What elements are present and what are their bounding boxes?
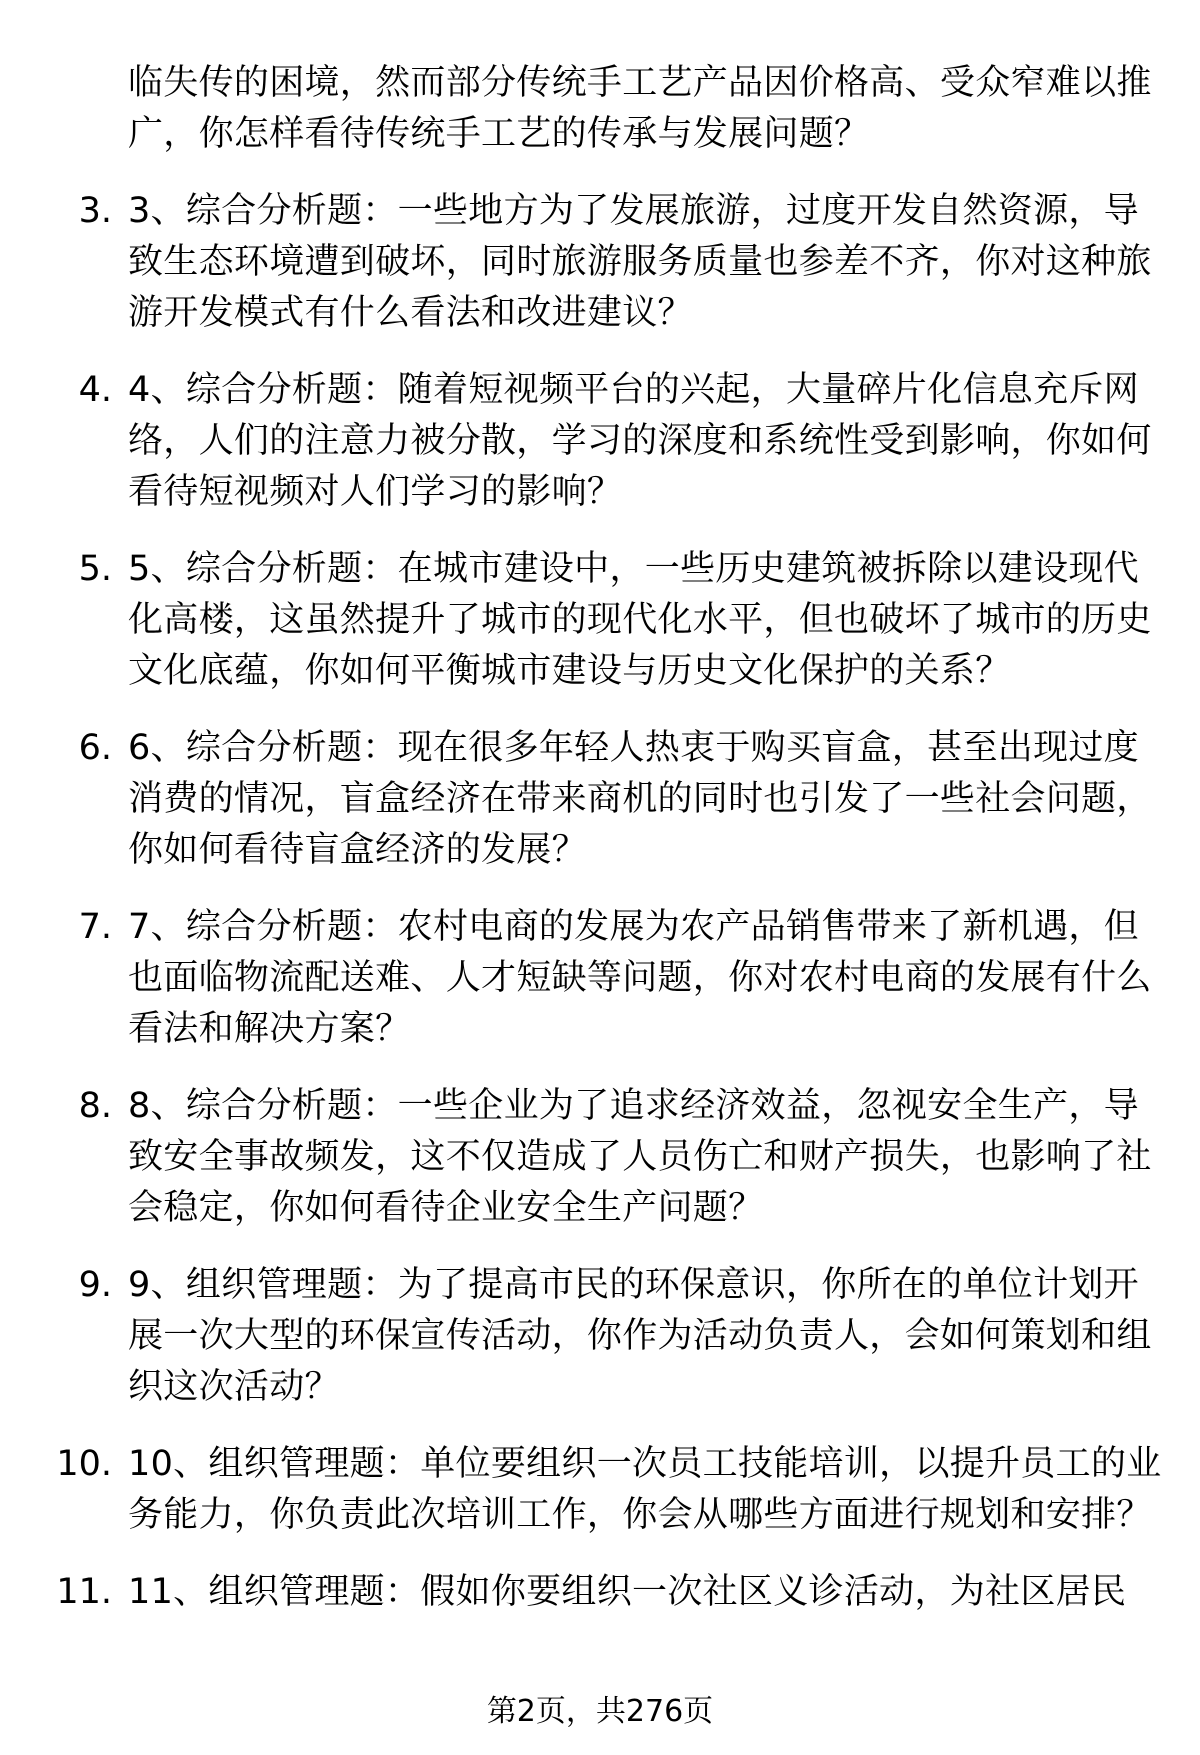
item-text: 5、综合分析题：在城市建设中，一些历史建筑被拆除以建设现代化高楼，这虽然提升了城市的现代化水平，但也破坏了城市的历史文化底蕴，你如何平衡城市建设与历史文化保护的关系？	[128, 549, 1152, 691]
item-number: 7.	[78, 907, 112, 947]
list-item	[0, 1081, 1200, 1234]
item-number: 11.	[56, 1572, 112, 1612]
item-text: 10、组织管理题：单位要组织一次员工技能培训，以提升员工的业务能力，你负责此次培训工作，你会从哪些方面进行规划和安排？	[128, 1444, 1162, 1535]
item-text: 4、综合分析题：随着短视频平台的兴起，大量碎片化信息充斥网络，人们的注意力被分散，学习的深度和系统性受到影响，你如何看待短视频对人们学习的影响？	[128, 370, 1152, 512]
page-footer: 第2页，共276页	[486, 1694, 714, 1729]
item-number: 10.	[56, 1444, 112, 1484]
item-text: 7、综合分析题：农村电商的发展为农产品销售带来了新机遇，但也面临物流配送难、人才短缺等问题，你对农村电商的发展有什么看法和解决方案？	[128, 907, 1152, 1049]
item-text: 8、综合分析题：一些企业为了追求经济效益，忽视安全生产，导致安全事故频发，这不仅造成了人员伤亡和财产损失，也影响了社会稳定，你如何看待企业安全生产问题？	[128, 1086, 1152, 1228]
list-item	[0, 1567, 1200, 1618]
item-number: 6.	[78, 728, 112, 768]
list-item	[0, 902, 1200, 1055]
item-text: 11、组织管理题：假如你要组织一次社区义诊活动，为社区居民	[128, 1572, 1127, 1612]
item-number: 5.	[78, 549, 112, 589]
item-number: 8.	[78, 1086, 112, 1126]
list-item	[0, 1439, 1200, 1541]
list-item	[0, 1260, 1200, 1413]
question-list	[0, 58, 1200, 1644]
item-text: 3、综合分析题：一些地方为了发展旅游，过度开发自然资源，导致生态环境遭到破坏，同时旅游服务质量也参差不齐，你对这种旅游开发模式有什么看法和改进建议？	[128, 191, 1152, 333]
item-number: 3.	[78, 191, 112, 231]
list-item	[0, 186, 1200, 339]
list-item	[0, 723, 1200, 876]
item-number: 9.	[78, 1265, 112, 1305]
list-item	[0, 365, 1200, 518]
list-item	[0, 544, 1200, 697]
item-text: 6、综合分析题：现在很多年轻人热衷于购买盲盒，甚至出现过度消费的情况，盲盒经济在带来商机的同时也引发了一些社会问题，你如何看待盲盒经济的发展？	[128, 728, 1152, 870]
list-item-continuation	[0, 58, 1200, 160]
item-text: 临失传的困境，然而部分传统手工艺产品因价格高、受众窄难以推广，你怎样看待传统手工艺的传承与发展问题？	[128, 63, 1152, 154]
item-number: 4.	[78, 370, 112, 410]
item-text: 9、组织管理题：为了提高市民的环保意识，你所在的单位计划开展一次大型的环保宣传活动，你作为活动负责人，会如何策划和组织这次活动？	[128, 1265, 1152, 1407]
